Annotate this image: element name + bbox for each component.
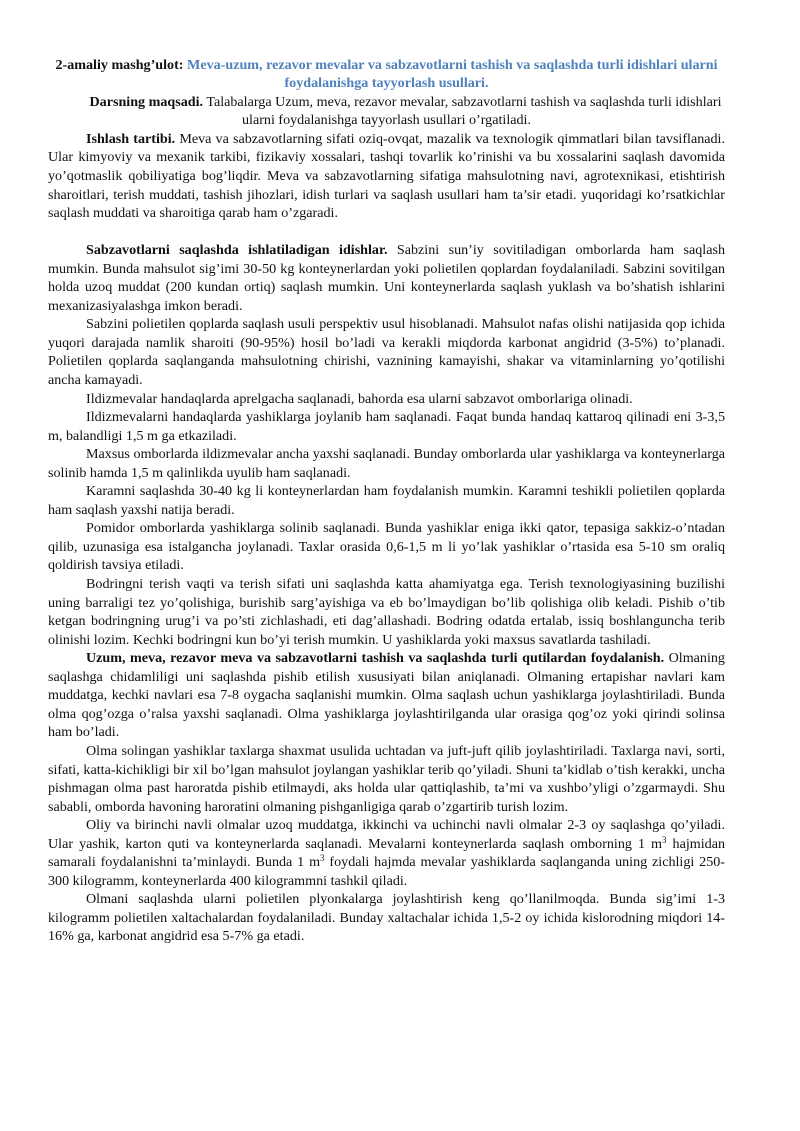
superscript: 3 <box>320 853 325 864</box>
vegetables-intro-paragraph <box>48 241 725 315</box>
procedure-paragraph <box>48 130 725 223</box>
practice-label: 2-amaliy mashg’ulot: <box>55 57 184 73</box>
transport-intro-text: Olmaning saqlashga chidamliligi uni saqlashda pishib etilish xususiyati bilan aniqlanadi. Olmaning ertapishar navlari kam muddatga, kechki navlari esa 7-8 oygacha saqlanishi mumkin. Olma saqlash uchun yashiklarga joylashtiriladi. Bunda olma qog’ozga o’ralsa yaxshi saqlanadi. Olma yashiklarga joylashtirilganda ular orasiga qog’oz yoki qirindi solinsa ham bo’ladi. <box>48 650 725 741</box>
superscript: 3 <box>662 834 667 845</box>
vegetables-section-label: Sabzavotlarni saqlashda ishlatiladigan idishlar. <box>86 242 388 259</box>
lesson-goal-label: Darsning maqsadi. <box>89 93 204 110</box>
practice-title: Meva-uzum, rezavor mevalar va sabzavotlarni tashish va saqlashda turli idishlari ularni foydalanishga tayyorlash usullari. <box>187 57 718 92</box>
body-paragraph: Olma solingan yashiklar taxlarga shaxmat usulida uchtadan va juft-juft qilib joylashtiriladi. Taxlarga navi, sorti, sifati, katta-kichikligi bir xil bo’lgan mahsulot joylangan yashiklar terib qo’yiladi. Shuni ta’kidlab o’tish kerakki, uncha pishmagan olma past haroratda pishib etilmaydi, aks holda ular qattiqlashib, ta’mi va xushbo’yligi o’zgarmaydi. Shu sababli, omborda havoning haroratini olmaning pishganligiga qarab o’zgartirib turish lozim. <box>48 742 725 815</box>
procedure-label: Ishlash tartibi. <box>86 130 176 147</box>
storage-density-paragraph <box>48 816 725 890</box>
text-run: foydali hajmda mevalar yashiklarda saqlanganda uning zichligi 250-300 kilogramm, konteynerlarda 400 kilogrammni tashkil qiladi. <box>48 854 726 889</box>
body-paragraph: Ildizmevalar handaqlarda aprelgacha saqlanadi, bahorda esa ularni sabzavot omborlariga olinadi. <box>86 390 633 407</box>
lesson-goal-text: Talabalarga Uzum, meva, rezavor mevalar, sabzavotlarni tashish va saqlashda turli idishlari ularni foydalanishga tayyorlash usullari o’rgatiladi. <box>206 93 722 129</box>
vegetables-intro-text: Sabzini sun’iy sovitiladigan omborlarda ham saqlash mumkin. Bunda mahsulot sig’imi 30-50 kg konteynerlardan yoki polietilen qoplardan foydalaniladi. Sabzini sovitilgan holda uzoq muddat (200 kundan ortiq) saqlash mumkin. Uni konteynerlarda saqlash yuklash va bo’shatish ishlarini mexanizasiyalashga imkon beradi. <box>48 242 725 314</box>
body-paragraph: Pomidor omborlarda yashiklarga solinib saqlanadi. Bunda yashiklar eniga ikki qator, tepasiga sakkiz-o’ntadan qilib, uzunasiga esa istalgancha joylanadi. Taxlar orasida 0,6-1,5 m li yo’lak yashiklar o’rtasida esa 5-10 sm oraliq qoldirish tavsiya etiladi. <box>48 520 725 574</box>
blank-line <box>48 223 725 242</box>
transport-section-label: Uzum, meva, rezavor meva va sabzavotlarni tashish va saqlashda turli qutilardan foydalanish. <box>86 650 665 667</box>
text-run: hajmidan samarali foydalanishni ta’minlaydi. Bunda 1 m <box>48 835 725 871</box>
body-paragraph: Sabzini polietilen qoplarda saqlash usuli perspektiv usul hisoblanadi. Mahsulot nafas olishi natijasida qop ichida yuqori darajada namlik sharoiti (90-95%) hosil bo’ladi va kerakli miqdorda karbonat angidrid (3-5%) to’planadi. Polietilen qoplarda saqlanganda mahsulotning chirishi, vaznining kamayishi, shakar va vitaminlarning yo’qotilishi ancha kamayadi. <box>48 316 725 389</box>
body-paragraph: Karamni saqlashda 30-40 kg li konteynerlardan ham foydalanish mumkin. Karamni teshikli polietilen qoplarda ham saqlash yaxshi natija beradi. <box>48 483 725 518</box>
text-run: Oliy va birinchi navli olmalar uzoq muddatga, ikkinchi va uchinchi navli olmalar 2-3 oy saqlashga qo’yiladi. Ular yashik, karton quti va konteynerlarda saqlanadi. Mevalarni konteynerlarda saqlash omborning 1 m <box>48 817 725 852</box>
procedure-text: Meva va sabzavotlarning sifati oziq-ovqat, mazalik va texnologik qimmatlari bilan tavsiflanadi. Ular kimyoviy va mexanik tarkibi, fizikaviy xossalari, tashqi tovarlik ko’rinishi va bu xossalarini saqlash davomida yo’qotmaslik qobiliyatiga bog’liqdir. Meva va sabzavotlarning sifatiga mahsulotning navi, agrotexnikasi, etishtirish sharoitlari, terish muddati, tashish jihozlari, idish turlari va saqlash usullari ham ta’sir etadi. yuqoridagi ko’rsatkichlar saqlash muddati va sharoitiga qarab ham o’zgaradi. <box>48 130 725 222</box>
lesson-goal <box>48 93 725 130</box>
body-paragraph: Bodringni terish vaqti va terish sifati uni saqlashda katta ahamiyatga ega. Terish texnologiyasining buzilishi uning barraligi tez yo’qolishiga, burishib sarg’ayishiga va eb bo’lmaydigan bo’lib qolishiga olib keladi. Pishib o’tib ketgan bodringning urug’i va po’sti zichlashadi, eti dag’allashadi. Bodring odatda ertalab, issiq boshlanguncha terib olinishi lozim. Kechki bodringni kun bo’yi terish mumkin. U yashiklarda yoki maxsus savatlarda tashiladi. <box>48 576 725 648</box>
page-title <box>48 56 725 93</box>
transport-intro-paragraph <box>48 649 725 742</box>
body-paragraph: Ildizmevalarni handaqlarda yashiklarga joylanib ham saqlanadi. Faqat bunda handaq kattaroq qilinadi eni 3-3,5 m, balandligi 1,5 m ga etkaziladi. <box>48 409 725 444</box>
body-paragraph: Olmani saqlashda ularni polietilen plyonkalarga joylashtirish keng qo’llanilmoqda. Bunda sig’imi 1-3 kilogramm polietilen xaltachalardan foydalaniladi. Bunday xaltachalar ichida 1,5-2 oy ichida kislorodning miqdori 14-16% ga, karbonat angidrid esa 5-7% ga etadi. <box>48 891 725 945</box>
body-paragraph: Maxsus omborlarda ildizmevalar ancha yaxshi saqlanadi. Bunday omborlarda ular yashiklarga va konteynerlarga solinib hamda 1,5 m qalinlikda uyulib ham saqlanadi. <box>48 446 725 481</box>
